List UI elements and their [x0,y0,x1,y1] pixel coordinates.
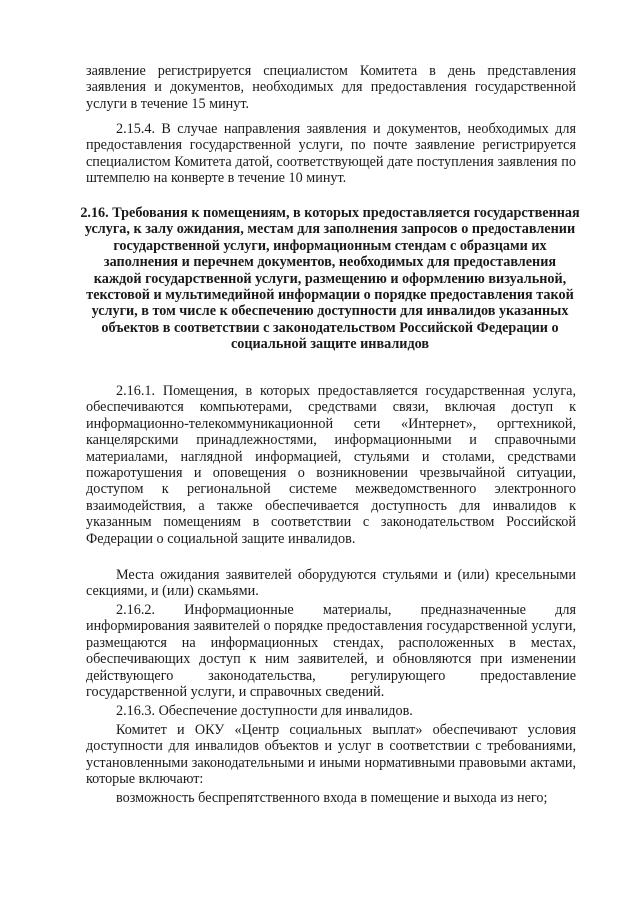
paragraph-entrance-access: возможность беспрепятственного входа в помещение и выхода из него; [116,790,548,806]
paragraph-2-16-2: 2.16.2. Информационные материалы, предназначенные для информирования заявителей о порядке предоставления государственной услуги, размещаются на информационных стендах, расположенных в местах, обеспечивающих доступ к ним заявителей, и обновляются при изменении действующего законодательства, регулирующего предоставление государственной услуги, и справочных сведений. [86,602,576,701]
section-heading-2-16: 2.16. Требования к помещениям, в которых предоставляется государственная услуга, к залу ожидания, местам для заполнения запросов о предоставлении государственной услуги, информационным стендам с образцами их заполнения и перечнем документов, необходимых для предоставления каждой государственной услуги, размещению и оформлению визуальной, текстовой и мультимедийной информации о порядке предоставления такой услуги, в том числе к обеспечению доступности для инвалидов указанных объектов в соответствии с законодательством Российской Федерации о социальной защите инвалидов [80,205,580,353]
paragraph-committee-conditions: Комитет и ОКУ «Центр социальных выплат» обеспечивают условия доступности для инвалидов объектов и услуг в соответствии с требованиями, установленными законодательными и иными нормативными правовыми актами, которые включают: [86,722,576,788]
paragraph-2-15-4: 2.15.4. В случае направления заявления и документов, необходимых для предоставления государственной услуги, по почте заявление регистрируется специалистом Комитета датой, соответствующей дате поступления заявления по штемпелю на конверте в течение 10 минут. [86,121,576,187]
paragraph-2-16-1: 2.16.1. Помещения, в которых предоставляется государственная услуга, обеспечиваются компьютерами, средствами связи, включая доступ к информационно-телекоммуникационной сети «Интернет», оргтехникой, канцелярскими принадлежностями, информационными и справочными материалами, наглядной информацией, стульями и столами, средствами пожаротушения и оповещения о возникновении чрезвычайной ситуации, доступом к региональной системе межведомственного электронного взаимодействия, а также обеспечивается доступность для инвалидов к указанным помещениям в соответствии с законодательством Российской Федерации о социальной защите инвалидов. [86,383,576,547]
paragraph-registration-same-day: заявление регистрируется специалистом Комитета в день представления заявления и документов, необходимых для предоставления государственной услуги в течение 15 минут. [86,63,576,112]
paragraph-2-16-3: 2.16.3. Обеспечение доступности для инвалидов. [116,703,413,719]
paragraph-waiting-places: Места ожидания заявителей оборудуются стульями и (или) кресельными секциями, и (или) скамьями. [86,567,576,600]
